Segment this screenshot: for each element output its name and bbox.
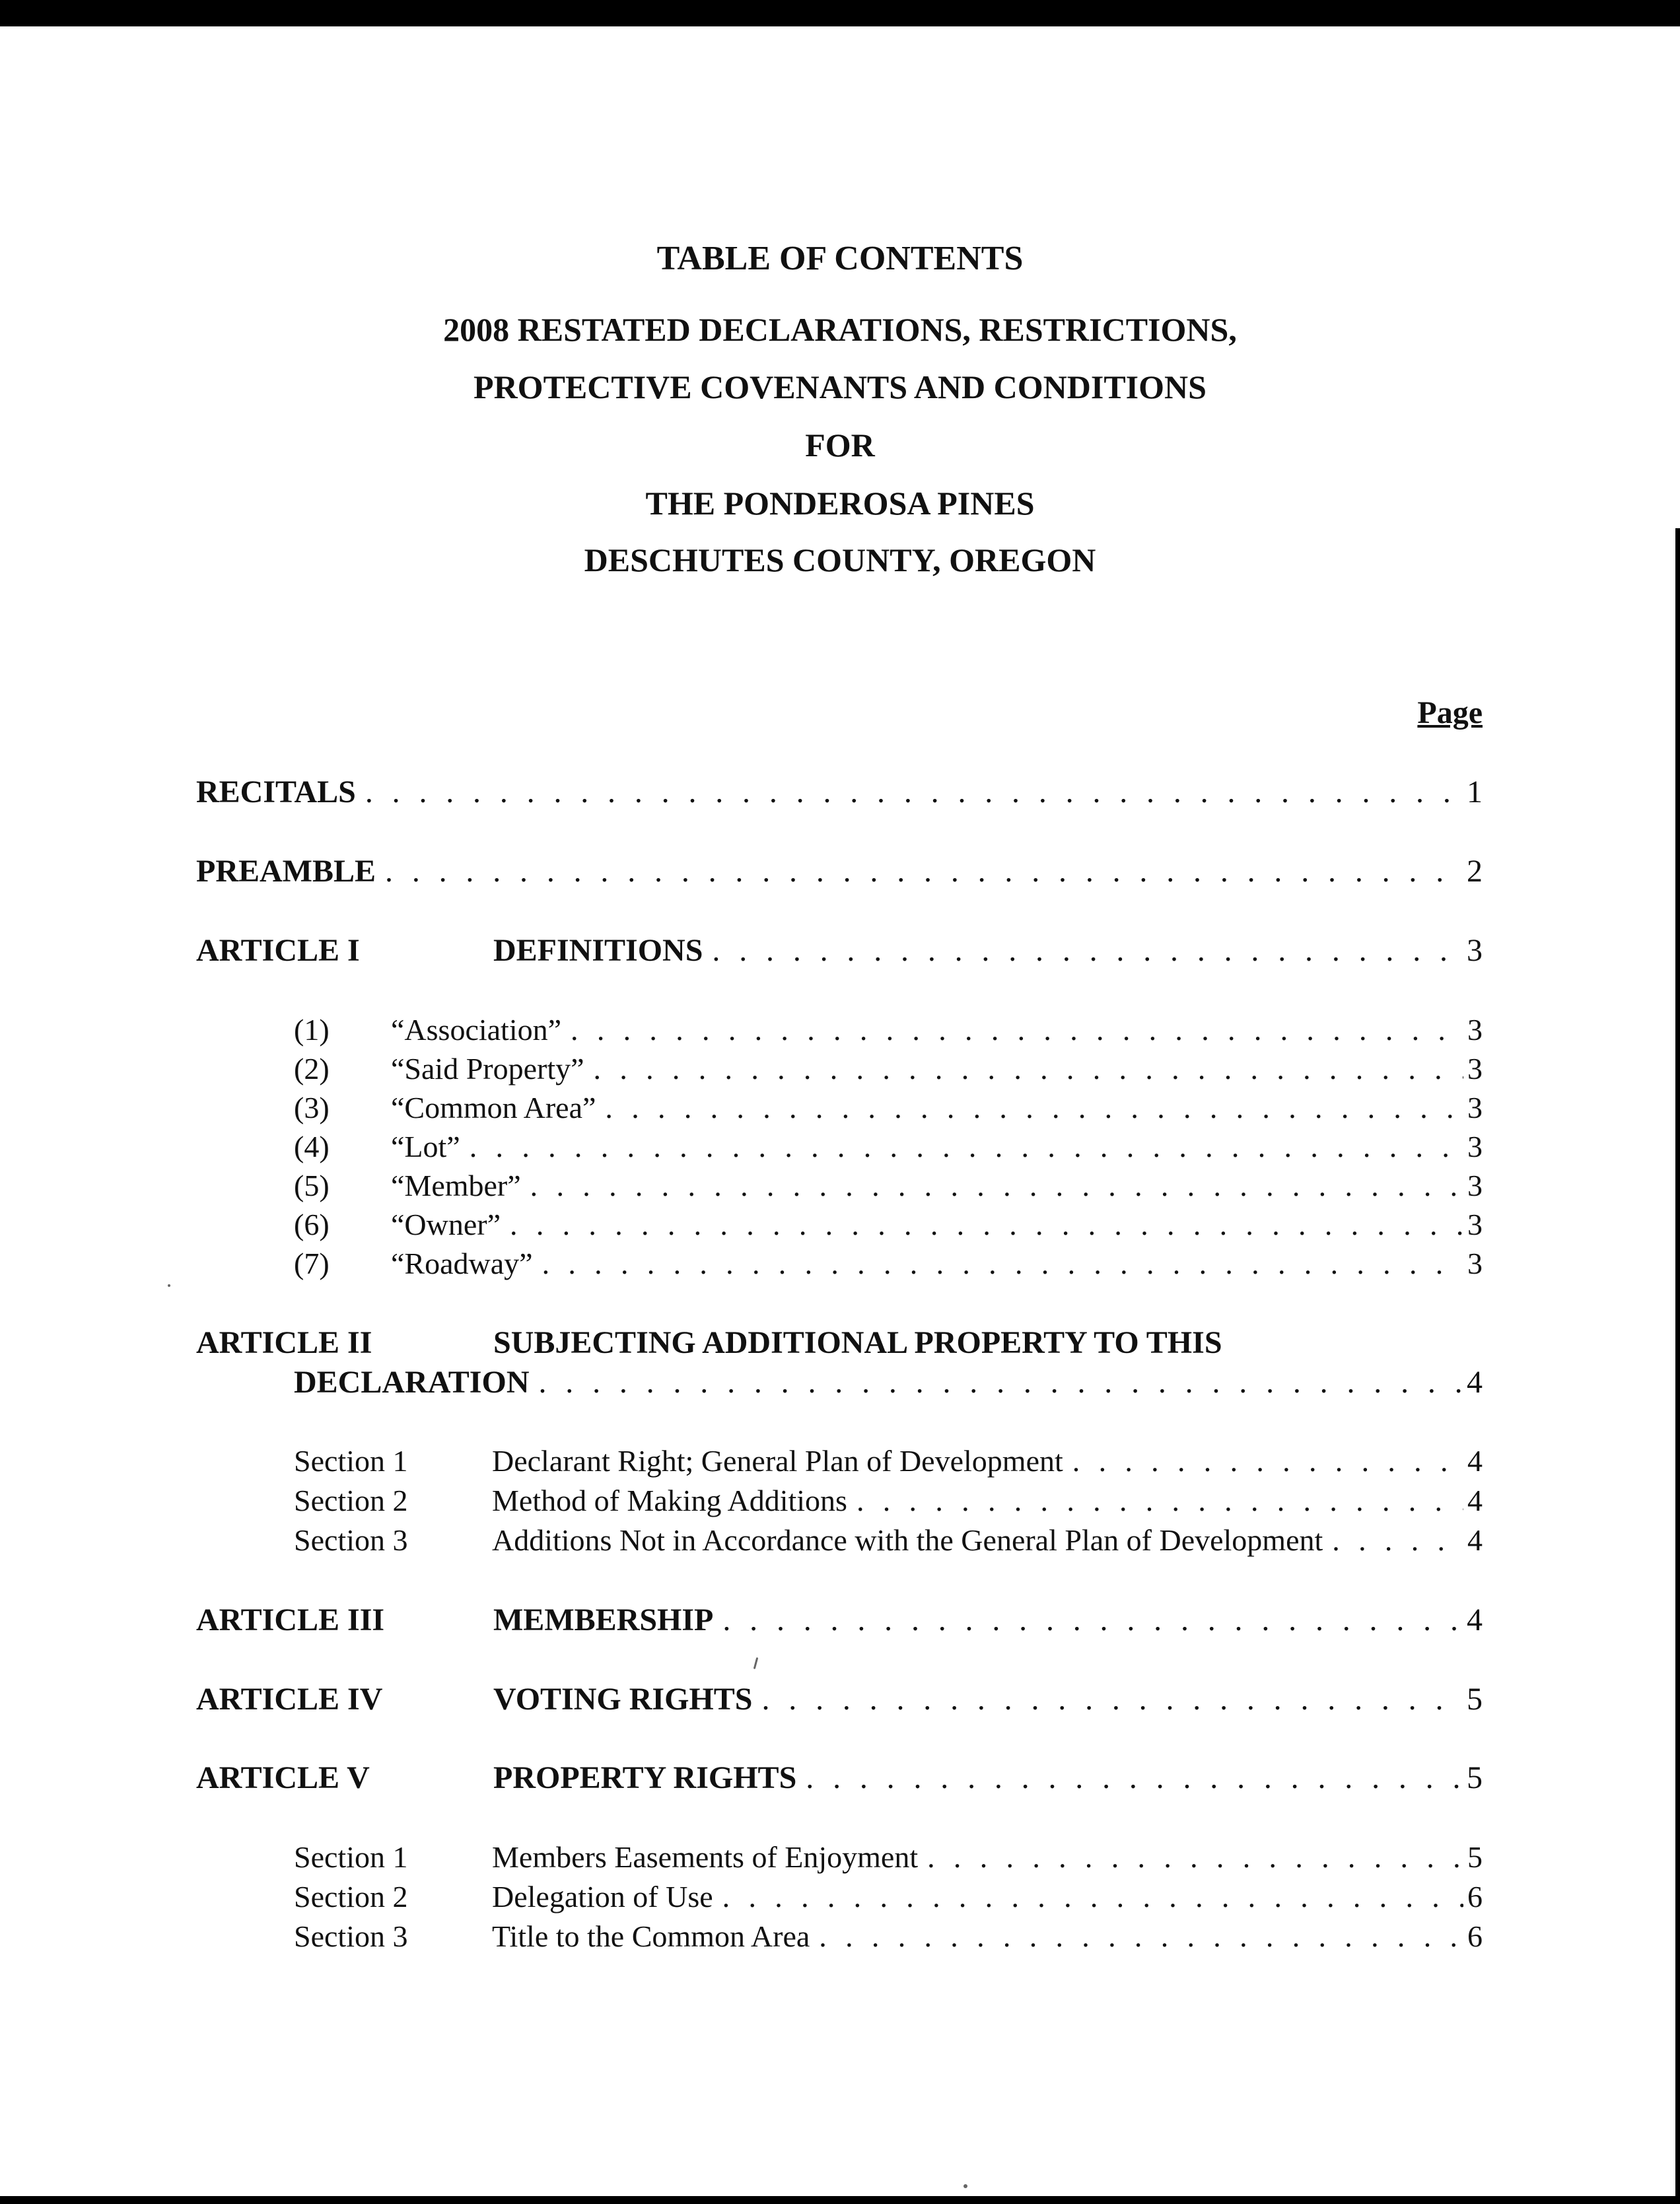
leader-dots bbox=[857, 1483, 1463, 1518]
leader-dots bbox=[510, 1207, 1463, 1242]
toc-page-number: 6 bbox=[1467, 1880, 1483, 1913]
toc-page-number: 3 bbox=[1467, 1208, 1483, 1241]
item-number: (5) bbox=[294, 1169, 330, 1202]
toc-page-number: 3 bbox=[1467, 1130, 1483, 1163]
article-number: ARTICLE I bbox=[196, 933, 360, 968]
toc-page-number: 3 bbox=[1467, 1013, 1483, 1047]
scan-top-border bbox=[0, 0, 1680, 26]
scan-speck bbox=[963, 2184, 967, 2188]
item-label: “Common Area” bbox=[391, 1091, 596, 1124]
item-label: “Member” bbox=[391, 1169, 521, 1202]
item-number: (4) bbox=[294, 1130, 330, 1163]
page-column-header: Page bbox=[1417, 695, 1483, 730]
leader-dots bbox=[1072, 1443, 1463, 1478]
toc-page-number: 5 bbox=[1467, 1760, 1483, 1795]
toc-entry-article-3[interactable] bbox=[196, 1602, 1483, 1643]
document-title: TABLE OF CONTENTS bbox=[656, 240, 1024, 277]
toc-page-number: 4 bbox=[1467, 1523, 1483, 1557]
toc-page-number: 1 bbox=[1467, 775, 1483, 809]
leader-dots bbox=[470, 1129, 1463, 1164]
toc-entry-section[interactable] bbox=[294, 1443, 1483, 1484]
item-label: “Said Property” bbox=[391, 1052, 584, 1085]
toc-entry-label: PREAMBLE bbox=[196, 854, 376, 889]
section-number: Section 3 bbox=[294, 1919, 408, 1953]
toc-entry-definition[interactable] bbox=[294, 1168, 1483, 1209]
section-number: Section 3 bbox=[294, 1523, 408, 1557]
toc-page-number: 5 bbox=[1467, 1840, 1483, 1874]
toc-entry-recitals[interactable] bbox=[196, 774, 1483, 815]
toc-page-number: 4 bbox=[1467, 1444, 1483, 1478]
scan-speck bbox=[753, 1657, 759, 1669]
leader-dots bbox=[819, 1919, 1463, 1954]
document-subtitle-line-5: DESCHUTES COUNTY, OREGON bbox=[584, 541, 1096, 578]
leader-dots bbox=[712, 932, 1463, 969]
item-label: “Owner” bbox=[391, 1208, 501, 1241]
leader-dots bbox=[538, 1364, 1463, 1400]
toc-page-number: 2 bbox=[1467, 854, 1483, 889]
item-number: (6) bbox=[294, 1208, 330, 1241]
section-label: Delegation of Use bbox=[492, 1880, 713, 1913]
toc-entry-section[interactable] bbox=[294, 1483, 1483, 1524]
toc-page-number: 4 bbox=[1467, 1484, 1483, 1517]
toc-entry-section[interactable] bbox=[294, 1919, 1483, 1960]
toc-entry-definition[interactable] bbox=[294, 1012, 1483, 1053]
document-subtitle-line-4: THE PONDEROSA PINES bbox=[645, 485, 1035, 522]
item-number: (3) bbox=[294, 1091, 330, 1124]
toc-page-number: 3 bbox=[1467, 1169, 1483, 1202]
section-number: Section 1 bbox=[294, 1444, 408, 1478]
article-title-continued: DECLARATION bbox=[294, 1365, 530, 1400]
document-subtitle-line-2: PROTECTIVE COVENANTS AND CONDITIONS bbox=[473, 368, 1207, 405]
scan-speck bbox=[168, 1284, 170, 1287]
toc-entry-definition[interactable] bbox=[294, 1129, 1483, 1170]
toc-entry-article-4[interactable] bbox=[196, 1681, 1483, 1722]
leader-dots bbox=[571, 1012, 1463, 1047]
item-label: “Association” bbox=[391, 1013, 562, 1047]
leader-dots bbox=[530, 1168, 1463, 1203]
toc-page-number: 3 bbox=[1467, 1091, 1483, 1124]
toc-page-number: 4 bbox=[1467, 1365, 1483, 1400]
section-number: Section 2 bbox=[294, 1880, 408, 1913]
item-number: (2) bbox=[294, 1052, 330, 1085]
toc-entry-label: RECITALS bbox=[196, 775, 356, 809]
scan-bottom-edge bbox=[0, 2196, 1680, 2204]
toc-entry-article-2-continued[interactable] bbox=[294, 1364, 1483, 1405]
section-label: Additions Not in Accordance with the General Plan of Development bbox=[492, 1523, 1323, 1557]
leader-dots bbox=[722, 1879, 1463, 1914]
toc-page-number: 5 bbox=[1467, 1682, 1483, 1717]
item-number: (7) bbox=[294, 1247, 330, 1280]
leader-dots bbox=[927, 1840, 1463, 1875]
article-number: ARTICLE IV bbox=[196, 1682, 383, 1717]
article-number: ARTICLE II bbox=[196, 1325, 372, 1360]
leader-dots bbox=[722, 1602, 1463, 1638]
article-title: MEMBERSHIP bbox=[493, 1602, 714, 1637]
item-number: (1) bbox=[294, 1013, 330, 1047]
toc-entry-definition[interactable] bbox=[294, 1090, 1483, 1131]
article-number: ARTICLE V bbox=[196, 1760, 370, 1795]
toc-entry-article-2[interactable] bbox=[196, 1325, 1483, 1365]
article-title: VOTING RIGHTS bbox=[493, 1682, 753, 1717]
toc-page-number: 3 bbox=[1467, 1247, 1483, 1280]
leader-dots bbox=[385, 853, 1463, 889]
article-title: DEFINITIONS bbox=[493, 933, 703, 968]
article-number: ARTICLE III bbox=[196, 1602, 385, 1637]
section-number: Section 2 bbox=[294, 1484, 408, 1517]
toc-page-number: 3 bbox=[1467, 1052, 1483, 1085]
toc-page-number: 3 bbox=[1467, 933, 1483, 968]
toc-entry-preamble[interactable] bbox=[196, 853, 1483, 894]
leader-dots bbox=[365, 774, 1463, 810]
document-subtitle-line-3: FOR bbox=[805, 427, 875, 464]
leader-dots bbox=[542, 1246, 1463, 1281]
leader-dots bbox=[605, 1090, 1463, 1125]
toc-entry-section[interactable] bbox=[294, 1523, 1483, 1564]
document-subtitle-line-1: 2008 RESTATED DECLARATIONS, RESTRICTIONS, bbox=[443, 311, 1237, 348]
section-label: Title to the Common Area bbox=[492, 1919, 810, 1953]
leader-dots bbox=[761, 1681, 1463, 1717]
item-label: “Lot” bbox=[391, 1130, 460, 1163]
toc-entry-definition[interactable] bbox=[294, 1051, 1483, 1092]
section-label: Declarant Right; General Plan of Development bbox=[492, 1444, 1063, 1478]
leader-dots bbox=[594, 1051, 1463, 1086]
section-label: Method of Making Additions bbox=[492, 1484, 847, 1517]
item-label: “Roadway” bbox=[391, 1247, 533, 1280]
toc-entry-article-1[interactable] bbox=[196, 932, 1483, 973]
scan-right-edge bbox=[1675, 528, 1680, 2204]
leader-dots bbox=[1332, 1523, 1463, 1558]
toc-entry-section[interactable] bbox=[294, 1840, 1483, 1880]
toc-entry-article-5[interactable] bbox=[196, 1760, 1483, 1801]
section-number: Section 1 bbox=[294, 1840, 408, 1874]
section-label: Members Easements of Enjoyment bbox=[492, 1840, 919, 1874]
leader-dots bbox=[806, 1760, 1463, 1796]
article-title: PROPERTY RIGHTS bbox=[493, 1760, 797, 1795]
article-title: SUBJECTING ADDITIONAL PROPERTY TO THIS bbox=[493, 1325, 1222, 1360]
toc-entry-definition[interactable] bbox=[294, 1207, 1483, 1248]
toc-entry-definition[interactable] bbox=[294, 1246, 1483, 1287]
toc-entry-section[interactable] bbox=[294, 1879, 1483, 1920]
toc-page-number: 4 bbox=[1467, 1602, 1483, 1637]
toc-page-number: 6 bbox=[1467, 1919, 1483, 1953]
